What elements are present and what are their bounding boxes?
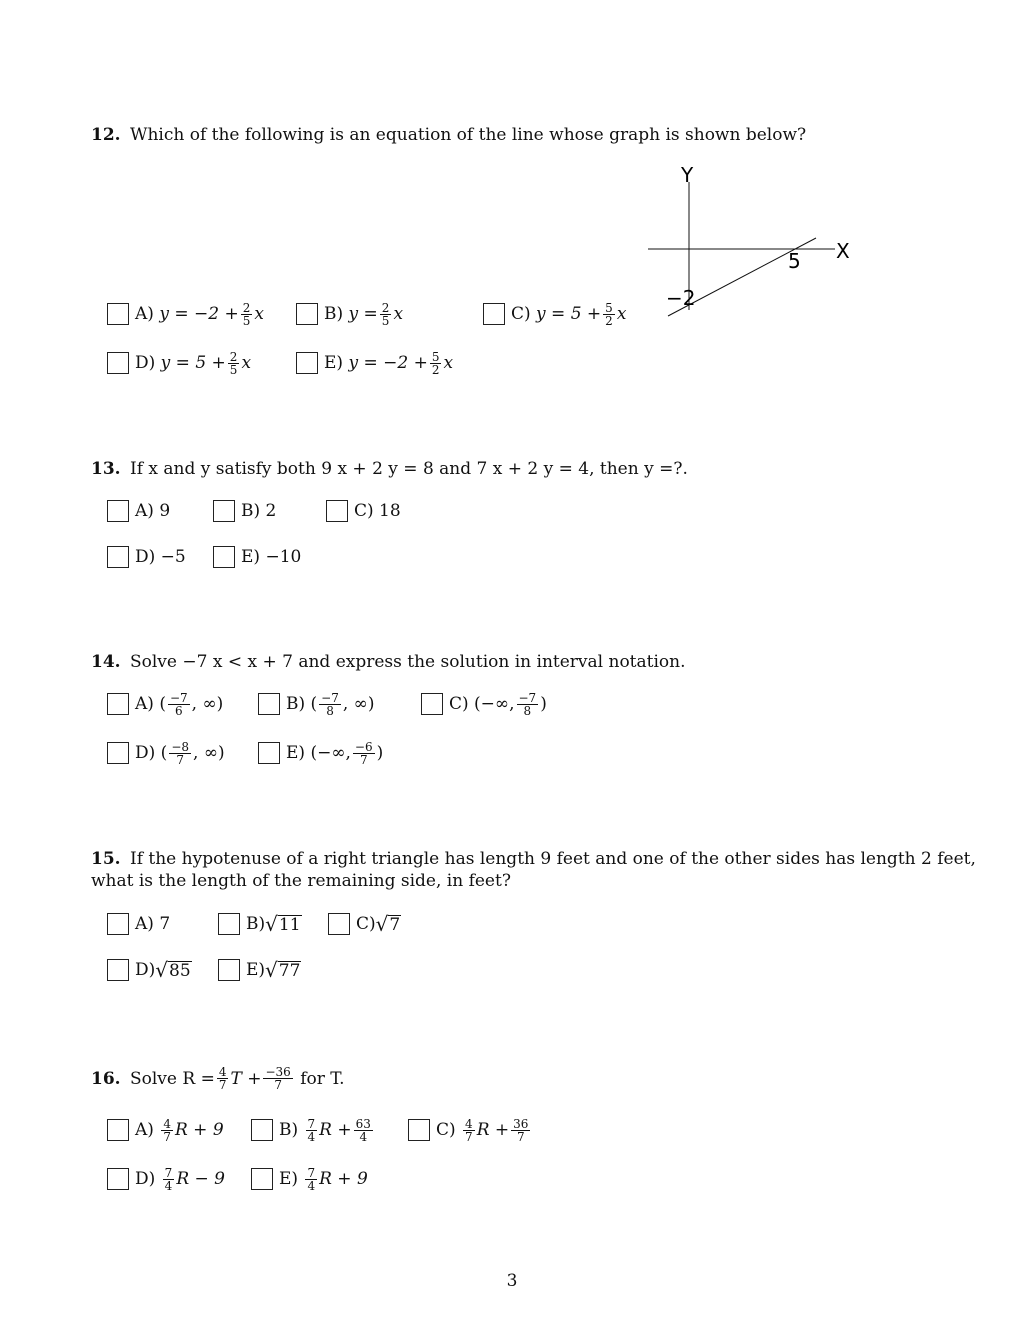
- question-number: 13.: [91, 459, 121, 479]
- fraction: $\frac{4}{7}$: [163, 1116, 171, 1144]
- option-13-b[interactable]: [213, 496, 276, 526]
- option-15-b[interactable]: [218, 909, 302, 939]
- option-16-a[interactable]: [107, 1115, 224, 1145]
- option-value: 18: [379, 501, 401, 521]
- fraction: $\frac{4}{7}$: [465, 1116, 473, 1144]
- option-pre: (−∞,: [310, 743, 351, 763]
- option-pre: (: [310, 694, 318, 714]
- option-14-e[interactable]: [258, 738, 383, 768]
- option-13-d[interactable]: [107, 542, 186, 572]
- option-letter: A): [135, 694, 154, 714]
- fraction: $\frac{-6}{7}$: [354, 739, 373, 767]
- option-16-d[interactable]: [107, 1164, 225, 1194]
- checkbox[interactable]: [107, 352, 129, 374]
- option-letter: E): [241, 547, 261, 567]
- option-letter: D): [135, 1169, 156, 1189]
- fraction: $\frac{-8}{7}$: [171, 739, 190, 767]
- option-mid: R + 9: [174, 1120, 224, 1140]
- option-lhs: y = 5 +: [160, 353, 226, 373]
- option-letter: E): [246, 960, 266, 980]
- question-text-line1: If the hypotenuse of a right triangle has length 9 feet and one of the other sides has length 2 feet,: [129, 849, 976, 869]
- fraction: $\frac{5}{2}$: [431, 349, 440, 377]
- option-mid: R − 9: [176, 1169, 225, 1189]
- checkbox[interactable]: [258, 693, 280, 715]
- checkbox[interactable]: [251, 1119, 273, 1141]
- option-letter: C): [511, 304, 531, 324]
- option-mid: R +: [319, 1120, 352, 1140]
- option-letter: B): [241, 501, 261, 521]
- option-letter: D): [135, 353, 156, 373]
- option-letter: C): [449, 694, 469, 714]
- option-14-b[interactable]: [258, 689, 374, 719]
- option-13-a[interactable]: [107, 496, 170, 526]
- option-13-e[interactable]: [213, 542, 301, 572]
- option-var: x: [616, 304, 627, 324]
- option-13-c[interactable]: [326, 496, 401, 526]
- checkbox[interactable]: [107, 742, 129, 764]
- page-number: 3: [506, 1271, 518, 1291]
- checkbox[interactable]: [251, 1168, 273, 1190]
- line-graph: [640, 160, 880, 320]
- square-root: √ 11: [265, 912, 301, 936]
- option-letter: A): [135, 501, 154, 521]
- checkbox[interactable]: [107, 303, 129, 325]
- checkbox[interactable]: [107, 693, 129, 715]
- option-14-d[interactable]: [107, 738, 225, 768]
- question-number: 16.: [91, 1068, 121, 1089]
- checkbox[interactable]: [408, 1119, 430, 1141]
- question-16-prompt: [91, 1066, 345, 1091]
- question-number: 12.: [91, 125, 121, 145]
- question-12: [91, 124, 806, 146]
- option-15-a[interactable]: [107, 909, 170, 939]
- option-pre: (−∞,: [474, 694, 515, 714]
- question-number: 15.: [91, 849, 121, 869]
- option-12-b[interactable]: [296, 299, 403, 329]
- option-15-e[interactable]: [218, 955, 301, 985]
- option-letter: D): [135, 547, 156, 567]
- checkbox[interactable]: [107, 959, 129, 981]
- option-16-c[interactable]: [408, 1115, 532, 1145]
- checkbox[interactable]: [107, 1119, 129, 1141]
- fraction: $\frac{2}{5}$: [229, 349, 238, 377]
- option-letter: A): [135, 914, 154, 934]
- fraction: $\frac{-36}{7}$: [265, 1065, 291, 1092]
- option-letter: D): [135, 743, 156, 763]
- question-16: [91, 1066, 345, 1091]
- question-number: 14.: [91, 652, 121, 672]
- option-14-c[interactable]: [421, 689, 547, 719]
- option-value: −5: [160, 547, 186, 567]
- question-text-pre: Solve R =: [129, 1068, 215, 1089]
- fraction: $\frac{-7}{6}$: [169, 690, 188, 718]
- x-intercept-label: 5: [788, 249, 801, 273]
- question-12-prompt: [91, 124, 806, 146]
- square-root: √ 85: [155, 958, 191, 982]
- option-letter: E): [324, 353, 344, 373]
- option-post: , ∞): [342, 694, 375, 714]
- option-12-e[interactable]: [296, 348, 453, 378]
- option-post: , ∞): [193, 743, 225, 763]
- option-letter: A): [135, 304, 154, 324]
- fraction: $\frac{5}{2}$: [605, 300, 613, 328]
- option-lhs: y = −2 +: [348, 353, 428, 373]
- question-14-prompt: [91, 651, 686, 673]
- option-pre: (: [159, 694, 166, 714]
- checkbox[interactable]: [213, 500, 235, 522]
- option-var: x: [443, 353, 454, 373]
- question-15-prompt: [91, 848, 976, 892]
- fraction: $\frac{2}{5}$: [242, 300, 251, 328]
- question-text-mid: T +: [230, 1068, 262, 1089]
- option-12-d[interactable]: [107, 348, 251, 378]
- option-mid: R +: [476, 1120, 510, 1140]
- checkbox[interactable]: [258, 742, 280, 764]
- checkbox[interactable]: [326, 500, 348, 522]
- option-14-a[interactable]: [107, 689, 223, 719]
- question-text-post: for T.: [300, 1068, 345, 1089]
- fraction: $\frac{-7}{8}$: [321, 690, 339, 718]
- checkbox[interactable]: [218, 959, 240, 981]
- option-15-c[interactable]: [328, 909, 401, 939]
- option-letter: B): [286, 694, 306, 714]
- fraction: $\frac{-7}{8}$: [518, 690, 537, 718]
- option-value: 7: [159, 914, 171, 934]
- square-root: √ 7: [375, 912, 401, 936]
- option-letter: B): [324, 304, 344, 324]
- question-text: If x and y satisfy both 9 x + 2 y = 8 and 7 x + 2 y = 4, then y =?.: [129, 459, 688, 479]
- option-letter: E): [279, 1169, 299, 1189]
- question-13-prompt: [91, 458, 688, 480]
- checkbox[interactable]: [218, 913, 240, 935]
- option-lhs: y =: [348, 304, 378, 324]
- y-intercept-label: −2: [666, 286, 696, 310]
- checkbox[interactable]: [107, 546, 129, 568]
- checkbox[interactable]: [421, 693, 443, 715]
- question-14: [91, 651, 686, 673]
- option-12-a[interactable]: [107, 299, 264, 329]
- option-pre: (: [160, 743, 168, 763]
- fraction: $\frac{7}{4}$: [307, 1165, 316, 1193]
- checkbox[interactable]: [483, 303, 505, 325]
- question-15: [91, 848, 976, 892]
- option-value: 2: [265, 501, 277, 521]
- option-var: x: [393, 304, 404, 324]
- square-root: √ 77: [265, 958, 301, 982]
- option-letter: E): [286, 743, 306, 763]
- option-post: , ∞): [191, 694, 224, 714]
- checkbox[interactable]: [296, 352, 318, 374]
- option-lhs: y = 5 +: [536, 304, 602, 324]
- option-letter: C): [436, 1120, 456, 1140]
- option-letter: A): [135, 1120, 154, 1140]
- option-16-e[interactable]: [251, 1164, 368, 1194]
- question-text: Which of the following is an equation of the line whose graph is shown below?: [129, 125, 807, 145]
- checkbox[interactable]: [107, 913, 129, 935]
- y-axis-label: Y: [681, 163, 694, 187]
- fraction: $\frac{36}{7}$: [513, 1116, 529, 1144]
- question-text-line2: what is the length of the remaining side, in feet?: [91, 871, 511, 891]
- fraction: $\frac{2}{5}$: [381, 300, 390, 328]
- option-letter: B): [246, 914, 266, 934]
- option-letter: D): [135, 960, 156, 980]
- option-var: x: [241, 353, 252, 373]
- fraction: $\frac{4}{7}$: [218, 1065, 227, 1092]
- checkbox[interactable]: [107, 1168, 129, 1190]
- option-12-c[interactable]: [483, 299, 626, 329]
- checkbox[interactable]: [107, 500, 129, 522]
- option-post: ): [376, 743, 384, 763]
- option-value: −10: [265, 547, 302, 567]
- checkbox[interactable]: [328, 913, 350, 935]
- option-letter: C): [354, 501, 374, 521]
- option-post: ): [540, 694, 547, 714]
- option-letter: B): [279, 1120, 299, 1140]
- option-16-b[interactable]: [251, 1115, 375, 1145]
- option-value: 9: [159, 501, 171, 521]
- option-15-d[interactable]: [107, 955, 192, 985]
- question-text: Solve −7 x < x + 7 and express the solution in interval notation.: [129, 652, 686, 672]
- option-mid: R + 9: [319, 1169, 368, 1189]
- option-lhs: y = −2 +: [159, 304, 239, 324]
- fraction: $\frac{7}{4}$: [164, 1165, 173, 1193]
- checkbox[interactable]: [213, 546, 235, 568]
- fraction: $\frac{63}{4}$: [355, 1116, 371, 1144]
- option-letter: C): [356, 914, 376, 934]
- x-axis-label: X: [836, 239, 850, 263]
- checkbox[interactable]: [296, 303, 318, 325]
- fraction: $\frac{7}{4}$: [307, 1116, 316, 1144]
- option-var: x: [254, 304, 264, 324]
- question-13: [91, 458, 688, 480]
